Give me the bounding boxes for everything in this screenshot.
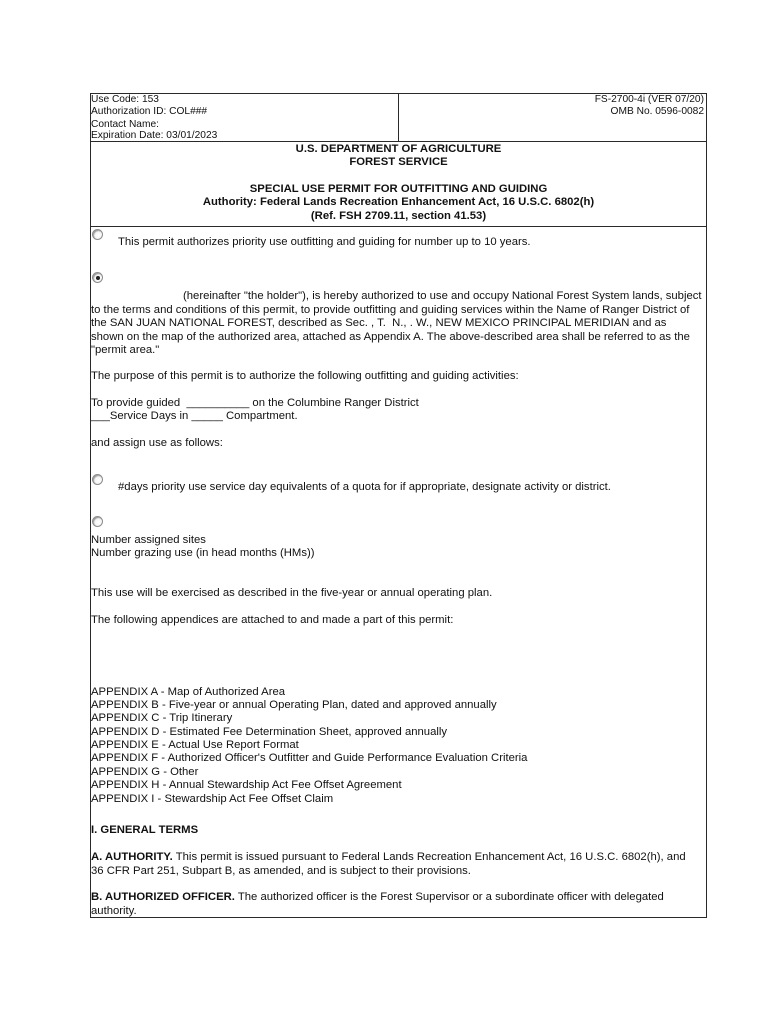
omb-number: OMB No. 0596-0082 <box>610 106 704 117</box>
appendix-item: APPENDIX A - Map of Authorized Area <box>91 686 286 698</box>
holder-authorization-radio[interactable] <box>92 272 103 283</box>
authorization-paragraph-line: shown on the map of the authorized area, attached as Appendix A. The above-described area shall be referred to as the <box>91 331 690 343</box>
priority-use-label: This permit authorizes priority use outfitting and guiding for number up to 10 years. <box>118 236 531 248</box>
purpose-statement: The purpose of this permit is to authorize the following outfitting and guiding activities: <box>91 370 519 382</box>
use-code: Use Code: 153 <box>91 94 159 105</box>
appendix-item: APPENDIX I - Stewardship Act Fee Offset Claim <box>91 793 334 805</box>
contact-name: Contact Name: <box>91 119 159 130</box>
reference-title: (Ref. FSH 2709.11, section 41.53) <box>310 210 487 222</box>
title-divider-horizontal <box>90 226 707 227</box>
assign-use-statement: and assign use as follows: <box>91 437 223 449</box>
appendix-item: APPENDIX C - Trip Itinerary <box>91 712 233 724</box>
grazing-use-label: Number grazing use (in head months (HMs)) <box>91 547 315 559</box>
appendix-item: APPENDIX G - Other <box>91 766 199 778</box>
priority-use-radio[interactable] <box>92 229 103 240</box>
permit-title: SPECIAL USE PERMIT FOR OUTFITTING AND GUIDING <box>249 183 548 195</box>
authority-clause-line: 36 CFR Part 251, Subpart B, as amended, and is subject to their provisions. <box>91 865 471 877</box>
authority-clause-label: A. AUTHORITY. <box>91 851 173 863</box>
authorized-officer-clause-line: authority. <box>91 905 137 917</box>
authorization-paragraph-line: the SAN JUAN NATIONAL FOREST, described as Sec. , T. N., . W., NEW MEXICO PRINCIPAL MERIDIAN and as <box>91 317 667 329</box>
authority-clause-text: This permit is issued pursuant to Federal Lands Recreation Enhancement Act, 16 U.S.C. 6802(h), and <box>172 851 686 863</box>
appendix-item: APPENDIX B - Five-year or annual Operating Plan, dated and approved annually <box>91 699 497 711</box>
quota-radio[interactable] <box>92 474 103 485</box>
activity-line: ___Service Days in _____ Compartment. <box>91 410 298 422</box>
appendix-item: APPENDIX D - Estimated Fee Determination Sheet, approved annually <box>91 726 448 738</box>
quota-label: #days priority use service day equivalents of a quota for if appropriate, designate activity or district. <box>118 481 611 493</box>
authorized-officer-clause-line <box>91 890 664 904</box>
appendix-item: APPENDIX H - Annual Stewardship Act Fee Offset Agreement <box>91 779 402 791</box>
appendix-item: APPENDIX E - Actual Use Report Format <box>91 739 299 751</box>
department-title: U.S. DEPARTMENT OF AGRICULTURE <box>295 143 502 155</box>
authorization-paragraph-line: (hereinafter "the holder"), is hereby authorized to use and occupy National Forest System lands, subject <box>183 290 702 302</box>
appendices-intro: The following appendices are attached to and made a part of this permit: <box>91 614 454 626</box>
general-terms-heading: I. GENERAL TERMS <box>91 824 199 836</box>
appendix-item: APPENDIX F - Authorized Officer's Outfitter and Guide Performance Evaluation Criteria <box>91 752 528 764</box>
activity-line: To provide guided __________ on the Columbine Ranger District <box>91 397 419 409</box>
operating-plan-statement: This use will be exercised as described in the five-year or annual operating plan. <box>91 587 493 599</box>
agency-title: FOREST SERVICE <box>349 156 448 168</box>
authorization-paragraph-line: to the terms and conditions of this permit, to provide outfitting and guiding services within the Name of Ranger District of <box>91 304 690 316</box>
form-number: FS-2700-4i (VER 07/20) <box>594 94 704 105</box>
authority-clause-line <box>91 850 686 864</box>
authority-title: Authority: Federal Lands Recreation Enhancement Act, 16 U.S.C. 6802(h) <box>202 196 595 208</box>
header-divider-vertical <box>398 93 399 141</box>
authorization-paragraph-line: "permit area." <box>91 344 160 356</box>
authorized-officer-clause-text: The authorized officer is the Forest Supervisor or a subordinate officer with delegated <box>234 891 664 903</box>
expiration-date: Expiration Date: 03/01/2023 <box>91 130 218 141</box>
authorized-officer-clause-label: B. AUTHORIZED OFFICER. <box>91 891 235 903</box>
assigned-sites-label: Number assigned sites <box>91 534 206 546</box>
assigned-sites-radio[interactable] <box>92 516 103 527</box>
authorization-id: Authorization ID: COL### <box>91 106 208 117</box>
